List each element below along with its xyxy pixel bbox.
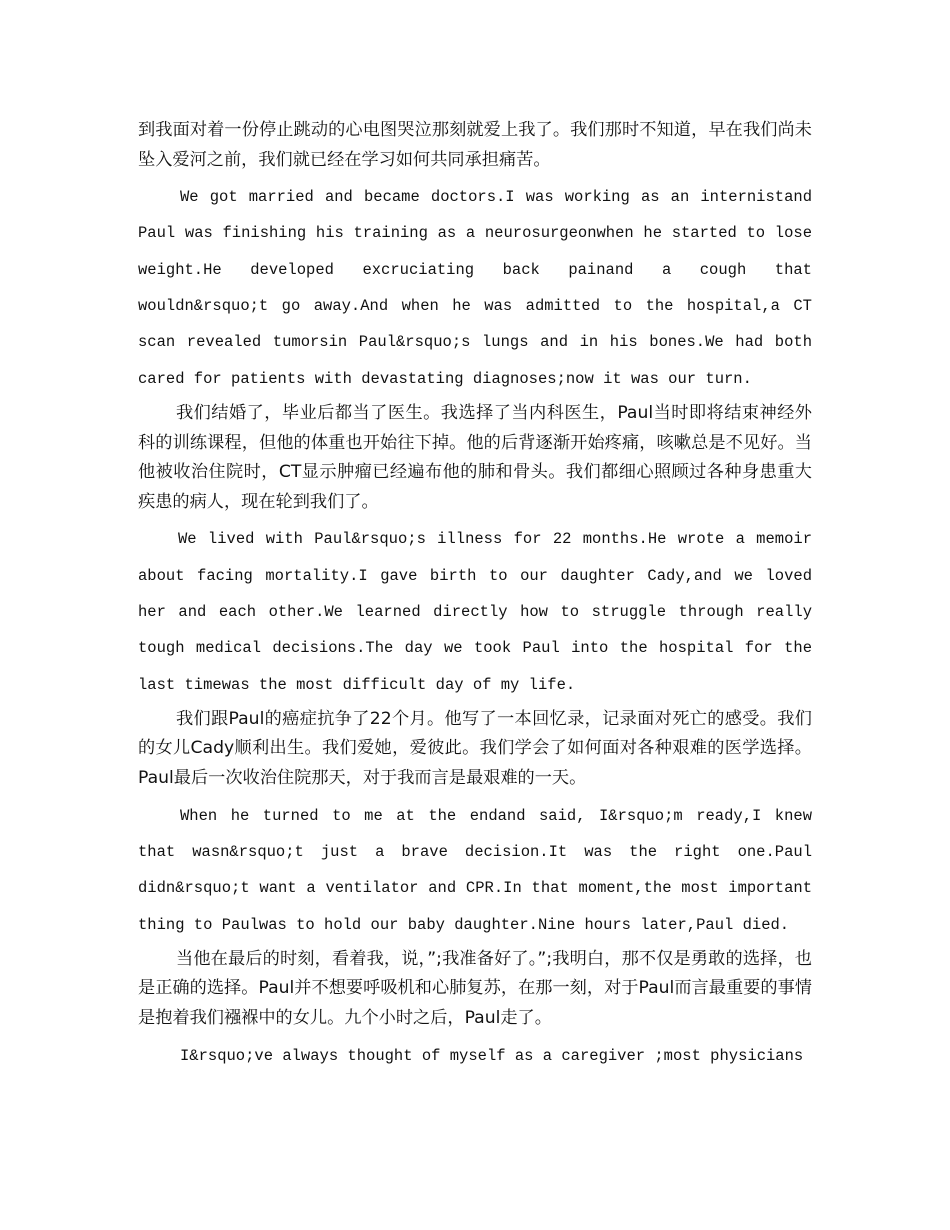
paragraph-zh-3: 我们跟Paul的癌症抗争了22个月。他写了一本回忆录，记录面对死亡的感受。我们的女儿Cady顺利出生。我们爱她，爱彼此。我们学会了如何面对各种艰难的医学选择。Paul最后一次收治住院那天，对于我而言是最艰难的一天。: [138, 708, 812, 789]
document-page: [138, 116, 812, 1074]
paragraph-en-3: When he turned to me at the endand said, I&rsquo;m ready,I knew that wasn&rsquo;t just a brave decision.It was the right one.Paul didn&rsquo;t want a ventilator and CPR.In that moment,the most important thing to Paulwas to hold our baby daughter.Nine hours later,Paul died.: [138, 806, 812, 934]
paragraph-en-1: We got married and became doctors.I was working as an internistand Paul was finishing his training as a neurosurgeonwhen he started to lose weight.He developed excruciating back painand a cough that wouldn&rsquo;t go away.And when he was admitted to the hospital,a CT scan revealed tumorsin Paul&rsquo;s lungs and in his bones.We had both cared for patients with devastating diagnoses;now it was our turn.: [138, 188, 812, 388]
paragraph-zh-1: 到我面对着一份停止跳动的心电图哭泣那刻就爱上我了。我们那时不知道，早在我们尚未坠入爱河之前，我们就已经在学习如何共同承担痛苦。: [138, 120, 812, 170]
paragraph-zh-4: 当他在最后的时刻，看着我，说，”;我准备好了。”;我明白，那不仅是勇敢的选择，也是正确的选择。Paul并不想要呼吸机和心肺复苏，在那一刻，对于Paul而言最重要的事情是抱着我们襁褓中的女儿。九个小时之后，Paul走了。: [138, 948, 812, 1028]
paragraph-zh-2: 我们结婚了，毕业后都当了医生。我选择了当内科医生，Paul当时即将结束神经外科的训练课程，但他的体重也开始往下掉。他的后背逐渐开始疼痛，咳嗽总是不见好。当他被收治住院时，CT显示肿瘤已经遍布他的肺和骨头。我们都细心照顾过各种身患重大疾患的病人，现在轮到我们了。: [138, 402, 812, 512]
paragraph-en-4: I&rsquo;ve always thought of myself as a caregiver ;most physicians: [180, 1046, 804, 1065]
paragraph-en-2: We lived with Paul&rsquo;s illness for 22 months.He wrote a memoir about facing mortality.I gave birth to our daughter Cady,and we loved her and each other.We learned directly how to struggle through really tough medical decisions.The day we took Paul into the hospital for the last timewas the most difficult day of my life.: [138, 530, 812, 694]
